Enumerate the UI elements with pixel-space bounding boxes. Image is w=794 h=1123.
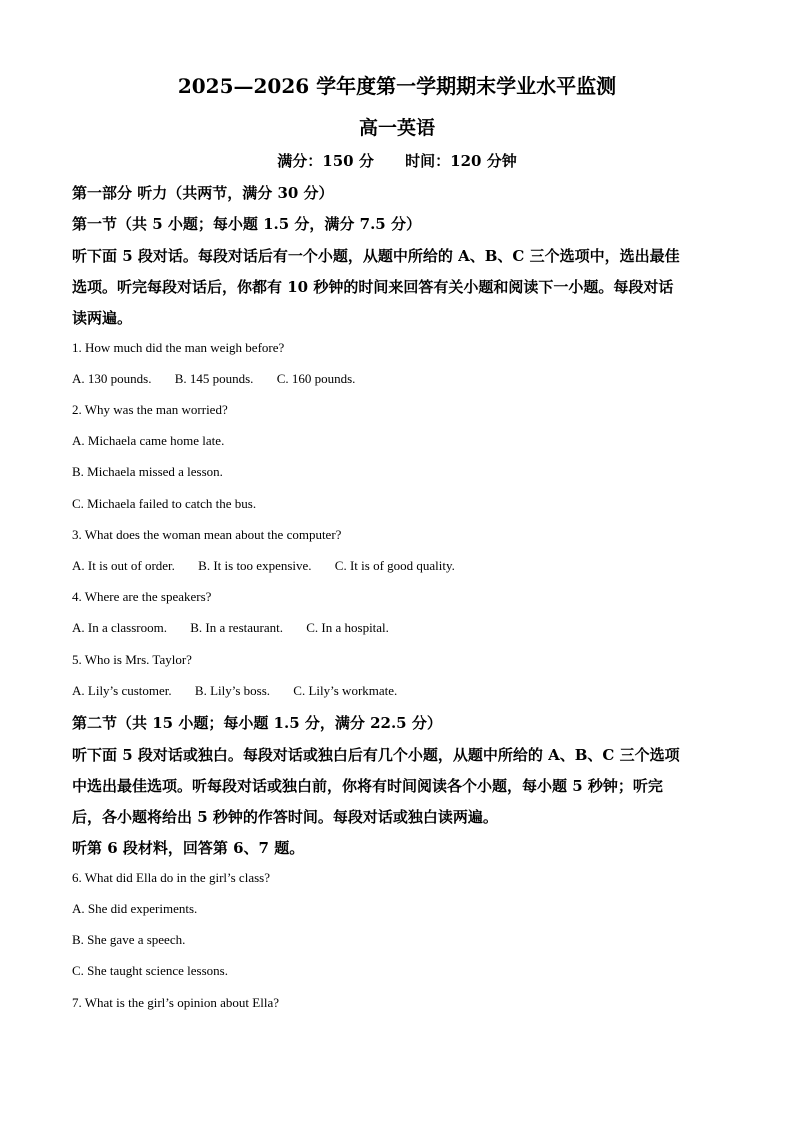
question-stem: 2. Why was the man worried? [72,402,228,417]
section1-instruction-line: 听下面 5 段对话。每段对话后有一个小题，从题中所给的 A、B、C 三个选项中，选出最佳 [72,247,680,265]
option-c: C. 160 pounds. [276,371,356,386]
option-c: C. She taught science lessons. [72,963,228,978]
section2-instruction-line: 中选出最佳选项。听每段对话或独白前，你将有时间阅读各个小题，每小题 5 秒钟；听完 [72,777,663,795]
exam-meta: 满分：150 分 时间：120 分钟 [277,152,517,170]
option-a: A. 130 pounds. [72,371,152,386]
question-options [72,683,722,699]
option-c: C. Michaela failed to catch the bus. [72,496,257,511]
section1-instruction-line: 读两遍。 [72,309,133,327]
option-b: B. It is too expensive. [198,558,312,573]
question-stem: 5. Who is Mrs. Taylor? [72,652,192,667]
subject-title: 高一英语 [358,117,435,139]
question-options [72,620,722,636]
option-b: B. Lily’s boss. [194,683,271,698]
option-c: C. In a hospital. [306,620,389,635]
option-b: B. Michaela missed a lesson. [72,464,223,479]
option-c: C. Lily’s workmate. [293,683,398,698]
question-stem: 3. What does the woman mean about the computer? [72,527,342,542]
section1-heading: 第一节（共 5 小题；每小题 1.5 分，满分 7.5 分） [72,215,421,233]
section2-instruction-line: 听下面 5 段对话或独白。每段对话或独白后有几个小题，从题中所给的 A、B、C 三个选项 [72,746,680,764]
question-options [72,371,722,387]
option-b: B. She gave a speech. [72,932,186,947]
option-a: A. She did experiments. [72,901,198,916]
section2-instruction-line: 后，各小题将给出 5 秒钟的作答时间。每段对话或独白读两遍。 [72,808,498,826]
question-stem: 4. Where are the speakers? [72,589,212,604]
exam-title: 2025—2026 学年度第一学期期末学业水平监测 [177,74,617,98]
material-note: 听第 6 段材料，回答第 6、7 题。 [72,839,305,857]
section2-heading: 第二节（共 15 小题；每小题 1.5 分，满分 22.5 分） [72,714,442,732]
question-stem: 7. What is the girl’s opinion about Ella? [72,995,280,1010]
part1-heading: 第一部分 听力（共两节，满分 30 分） [72,184,334,202]
question-stem: 1. How much did the man weigh before? [72,340,285,355]
question-options [72,558,722,574]
option-a: A. Michaela came home late. [72,433,225,448]
option-b: B. 145 pounds. [174,371,254,386]
question-stem: 6. What did Ella do in the girl’s class? [72,870,270,885]
option-a: A. Lily’s customer. [72,683,172,698]
section1-instruction-line: 选项。听完每段对话后，你都有 10 秒钟的时间来回答有关小题和阅读下一小题。每段对话 [72,278,674,296]
option-c: C. It is of good quality. [334,558,455,573]
option-a: A. In a classroom. [72,620,167,635]
option-a: A. It is out of order. [72,558,175,573]
option-b: B. In a restaurant. [190,620,283,635]
